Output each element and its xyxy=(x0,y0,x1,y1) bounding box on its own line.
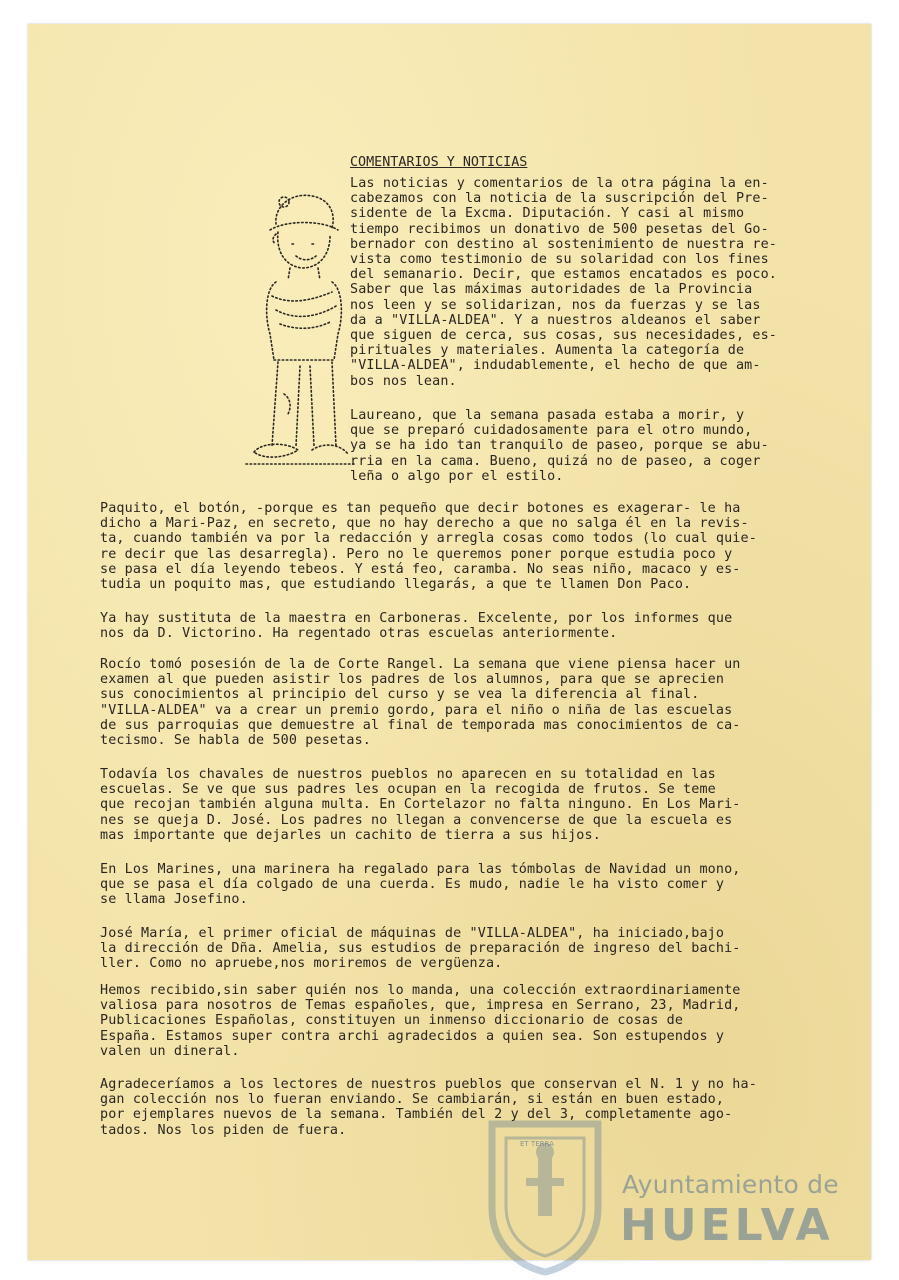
text-line: Las noticias y comentarios de la otra página la en- xyxy=(350,176,769,191)
text-line: Laureano, que la semana pasada estaba a morir, y xyxy=(350,408,745,423)
text-line: rria en la cama. Bueno, quizá no de paseo, a coger xyxy=(350,453,761,469)
text-line: Ya hay sustituta de la maestra en Carboneras. Excelente, por los informes que xyxy=(100,611,733,626)
text-line: Hemos recibido,sin saber quién nos lo manda, una colección extraordinariamente xyxy=(100,983,741,998)
text-line: por ejemplares nuevos de la semana. También del 2 y del 3, completamente ago- xyxy=(100,1107,733,1123)
text-line: José María, el primer oficial de máquinas de "VILLA-ALDEA", ha iniciado,bajo xyxy=(100,926,725,941)
jose-maria-paragraph xyxy=(100,926,741,972)
text-line: cabezamos con la noticia de la suscripción del Pre- xyxy=(350,191,769,207)
text-line: Saber que las máximas autoridades de la Provincia xyxy=(350,282,753,298)
watermark-line-1: Ayuntamiento de xyxy=(622,1170,839,1199)
intro-paragraph xyxy=(350,176,777,389)
text-line: sidente de la Excma. Diputación. Y casi al mismo xyxy=(350,206,745,222)
text-line: pirituales y materiales. Aumenta la categoría de xyxy=(350,343,745,359)
coleccion-paragraph xyxy=(100,983,741,1059)
text-line: que recojan también alguna multa. En Cortelazor no falta ninguno. En Los Mari- xyxy=(100,797,741,813)
text-line: da a "VILLA-ALDEA". Y a nuestros aldeanos el saber xyxy=(350,312,761,328)
text-line: se llama Josefino. xyxy=(100,892,248,908)
text-line: tecismo. Se habla de 500 pesetas. xyxy=(100,733,371,749)
text-line: del semanario. Decir, que estamos encatados es poco. xyxy=(350,267,778,283)
text-line: España. Estamos super contra archi agradecidos a quien sea. Son estupendos y xyxy=(100,1028,725,1044)
seal-motto: ET TERRA xyxy=(520,1140,554,1148)
text-line: nos da D. Victorino. Ha regentado otras escuelas anteriormente. xyxy=(100,626,618,642)
text-line: re decir que las desarregla). Pero no le queremos poner porque estudia poco y xyxy=(100,546,733,562)
chavales-paragraph xyxy=(100,767,741,843)
rocio-paragraph xyxy=(100,657,741,748)
text-line: ya se ha ido tan tranquilo de paseo, porque se abu- xyxy=(350,438,769,454)
text-line: nes se queja D. José. Los padres no llegan a convencerse de que la escuela es xyxy=(100,812,733,828)
text-line: Rocío tomó posesión de la de Corte Rangel. La semana que viene piensa hacer un xyxy=(100,657,741,672)
text-line: escuelas. Se ve que sus padres les ocupan en la recogida de frutos. Se teme xyxy=(100,782,716,798)
text-line: tudia un poquito mas, que estudiando llegarás, a que te llamen Don Paco. xyxy=(100,577,692,593)
text-line: se pasa el día leyendo tebeos. Y está feo, caramba. No seas niño, macaco y es- xyxy=(100,561,741,577)
text-line: que se preparó cuidadosamente para el otro mundo, xyxy=(350,423,753,439)
laureano-paragraph xyxy=(350,408,769,484)
text-line: la dirección de Dña. Amelia, sus estudios de preparación de ingreso del bachi- xyxy=(100,941,741,957)
text-line: gan colección nos lo fueran enviando. Se cambiarán, si están en buen estado, xyxy=(100,1092,725,1108)
text-line: ller. Como no apruebe,nos moriremos de vergüenza. xyxy=(100,956,503,972)
text-line: leña o algo por el estilo. xyxy=(350,468,564,484)
lectores-paragraph xyxy=(100,1077,757,1138)
marines-paragraph xyxy=(100,862,741,908)
text-line: ta, cuando también va por la redacción y arregla cosas como todos (lo cual quie- xyxy=(100,531,757,547)
text-line: mas importante que dejarles un cachito de tierra a sus hijos. xyxy=(100,827,601,843)
text-line: tiempo recibimos un donativo de 500 pesetas del Go- xyxy=(350,221,769,237)
text-line: bernador con destino al sostenimiento de nuestra re- xyxy=(350,236,778,252)
text-line: tados. Nos los piden de fuera. xyxy=(100,1122,347,1138)
text-line: dicho a Mari-Paz, en secreto, que no hay derecho a que no salga él en la revis- xyxy=(100,516,749,532)
text-line: Paquito, el botón, -porque es tan pequeño que decir botones es exagerar- le ha xyxy=(100,501,741,516)
text-line: valiosa para nosotros de Temas españoles, que, impresa en Serrano, 23, Madrid, xyxy=(100,998,741,1014)
boy-illustration xyxy=(236,184,356,479)
paquito-paragraph xyxy=(100,501,757,592)
text-line: "VILLA-ALDEA", indudablemente, el hecho de que am- xyxy=(350,358,761,374)
text-line: Publicaciones Españolas, constituyen un inmenso diccionario de cosas de xyxy=(100,1013,684,1029)
text-line: sus conocimientos al principio del curso y se vea la diferencia al final. xyxy=(100,687,700,703)
watermark-line-2: HUELVA xyxy=(620,1200,834,1251)
text-line: de sus parroquias que demuestre al final de temporada mas conocimientos de ca- xyxy=(100,717,741,733)
text-line: En Los Marines, una marinera ha regalado para las tómbolas de Navidad un mono, xyxy=(100,862,741,877)
text-line: vista como testimonio de su solaridad con los fines xyxy=(350,252,769,268)
text-line: que siguen de cerca, sus cosas, sus necesidades, es- xyxy=(350,328,778,344)
text-line: Todavía los chavales de nuestros pueblos no aparecen en su totalidad en las xyxy=(100,767,716,782)
page-title: COMENTARIOS Y NOTICIAS xyxy=(350,155,528,170)
text-line: Agradeceríamos a los lectores de nuestros pueblos que conservan el N. 1 y no ha- xyxy=(100,1077,757,1092)
text-line: nos leen y se solidarizan, nos da fuerzas y se las xyxy=(350,297,761,313)
text-line: "VILLA-ALDEA" va a crear un premio gordo, para el niño o niña de las escuelas xyxy=(100,702,733,718)
text-line: examen al que pueden asistir los padres de los alumnos, para que se aprecien xyxy=(100,672,725,688)
text-line: valen un dineral. xyxy=(100,1043,240,1059)
document-page xyxy=(28,24,871,1260)
text-line: que se pasa el día colgado de una cuerda. Es mudo, nadie le ha visto comer y xyxy=(100,877,725,893)
text-line: bos nos lean. xyxy=(350,373,457,389)
carboneras-paragraph xyxy=(100,611,732,641)
